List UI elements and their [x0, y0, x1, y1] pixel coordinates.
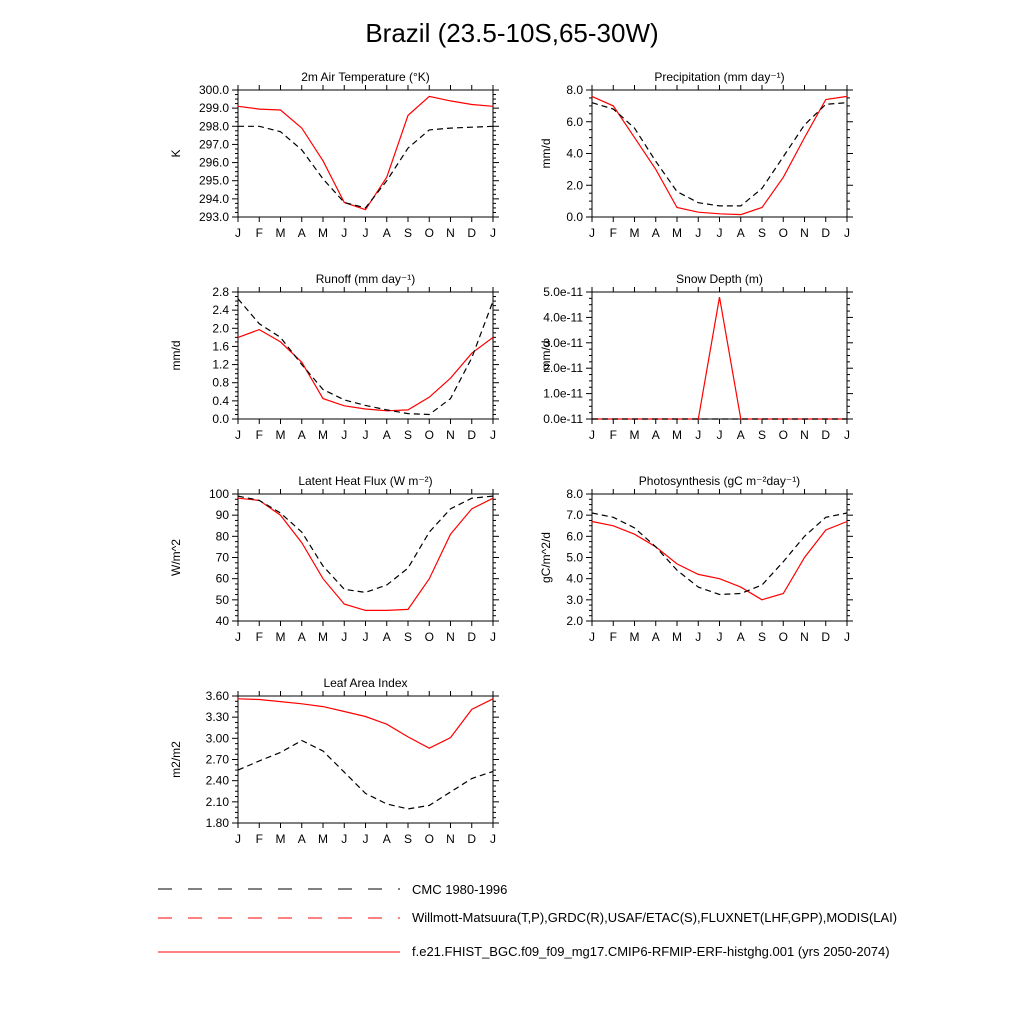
y-tick-label: 2.70 [205, 752, 229, 767]
x-tick-label: J [490, 630, 496, 644]
plot-frame [592, 292, 847, 419]
y-tick-label: 293.0 [198, 210, 229, 224]
x-tick-label: D [467, 428, 477, 442]
panel-title: Snow Depth (m) [676, 272, 763, 286]
x-tick-label: D [821, 428, 831, 442]
x-tick-label: M [275, 428, 286, 442]
y-tick-label: 1.2 [212, 357, 229, 372]
x-tick-label: A [651, 226, 660, 240]
x-tick-label: J [235, 428, 241, 442]
y-tick-label: 1.0e-11 [543, 386, 583, 401]
model-series-line [238, 699, 493, 748]
panel-title: Photosynthesis (gC m⁻²day⁻¹) [638, 474, 801, 488]
panel-title: Runoff (mm day⁻¹) [315, 272, 416, 286]
x-tick-label: D [467, 630, 477, 644]
x-tick-label: M [672, 630, 682, 644]
x-tick-label: F [609, 630, 617, 644]
x-tick-label: A [736, 226, 745, 240]
x-tick-label: O [778, 630, 788, 644]
y-tick-label: 299.0 [198, 101, 229, 116]
x-tick-label: F [255, 226, 263, 240]
y-tick-label: 0.4 [212, 393, 229, 408]
y-tick-label: 8.0 [566, 83, 583, 97]
x-tick-label: M [672, 226, 682, 240]
x-tick-label: J [589, 226, 595, 240]
x-tick-label: A [736, 630, 745, 644]
y-axis-label: mm/d [539, 138, 553, 169]
x-tick-label: A [651, 630, 660, 644]
y-tick-label: 294.0 [198, 191, 229, 206]
x-tick-label: J [341, 630, 348, 644]
x-tick-label: J [716, 428, 723, 442]
x-tick-label: F [609, 428, 617, 442]
plot-frame [238, 90, 493, 217]
x-tick-label: N [446, 226, 455, 240]
y-axis-label: m2/m2 [169, 741, 183, 778]
y-tick-label: 70 [215, 550, 229, 565]
y-tick-label: 297.0 [198, 137, 229, 152]
y-tick-label: 4.0e-11 [543, 310, 583, 325]
y-tick-label: 0.0e-11 [543, 412, 583, 426]
y-tick-label: 1.6 [212, 339, 229, 354]
cmc-series-line [592, 103, 847, 206]
y-axis-label: W/m^2 [169, 539, 183, 576]
x-tick-label: M [275, 832, 286, 846]
x-tick-label: J [490, 226, 496, 240]
legend-label-model: f.e21.FHIST_BGC.f09_f09_mg17.CMIP6-RFMIP-ERF-histghg.001 (yrs 2050-2074) [412, 944, 890, 959]
cmc-series-line [238, 299, 493, 415]
x-tick-label: M [629, 226, 640, 240]
x-tick-label: J [589, 630, 595, 644]
x-tick-label: M [318, 428, 328, 442]
x-tick-label: A [382, 832, 391, 846]
cmc-series-line [238, 126, 493, 208]
y-tick-label: 2.0 [566, 178, 583, 193]
x-tick-label: A [297, 226, 306, 240]
x-tick-label: O [778, 226, 788, 240]
y-tick-label: 298.0 [198, 119, 229, 134]
model-series-line [592, 297, 847, 419]
model-series-line [238, 330, 493, 411]
y-tick-label: 60 [215, 571, 229, 586]
x-tick-label: J [844, 630, 850, 644]
panel-title: 2m Air Temperature (°K) [301, 70, 430, 84]
legend [158, 889, 400, 952]
x-tick-label: F [255, 428, 263, 442]
y-tick-label: 0.8 [212, 375, 229, 390]
y-tick-label: 3.0 [566, 592, 583, 607]
legend-label-cmc: CMC 1980-1996 [412, 882, 508, 897]
y-tick-label: 0.0 [212, 412, 229, 426]
cmc-series-line [238, 741, 493, 809]
x-tick-label: M [629, 630, 640, 644]
y-tick-label: 1.80 [205, 816, 229, 830]
chart-panel-3 [169, 272, 499, 442]
y-tick-label: 2.10 [205, 794, 229, 809]
x-tick-label: A [297, 832, 306, 846]
x-tick-label: A [382, 428, 391, 442]
plot-frame [592, 90, 847, 217]
x-tick-label: S [757, 630, 767, 644]
x-tick-label: M [318, 630, 328, 644]
x-tick-label: N [800, 226, 809, 240]
x-tick-label: J [490, 832, 496, 846]
y-tick-label: 80 [215, 529, 229, 544]
plot-frame [592, 494, 847, 621]
x-tick-label: J [844, 428, 850, 442]
chart-panel-7 [169, 676, 499, 846]
x-tick-label: N [446, 832, 455, 846]
chart-panel-4 [539, 272, 853, 442]
x-tick-label: J [341, 428, 348, 442]
x-tick-label: S [403, 630, 413, 644]
chart-panel-2 [539, 70, 853, 240]
chart-panel-1 [169, 70, 499, 240]
y-tick-label: 6.0 [566, 529, 583, 544]
x-tick-label: A [736, 428, 745, 442]
y-tick-label: 8.0 [566, 487, 583, 501]
panel-title: Latent Heat Flux (W m⁻²) [298, 474, 433, 488]
x-tick-label: F [255, 832, 263, 846]
x-tick-label: O [424, 226, 434, 240]
y-tick-label: 5.0 [566, 550, 583, 565]
x-tick-label: J [341, 832, 348, 846]
y-tick-label: 6.0 [566, 114, 583, 129]
y-tick-label: 2.0 [212, 321, 229, 336]
x-tick-label: J [341, 226, 348, 240]
x-tick-label: J [362, 630, 369, 644]
plot-frame [238, 494, 493, 621]
legend-label-obs: Willmott-Matsuura(T,P),GRDC(R),USAF/ETAC(S),FLUXNET(LHF,GPP),MODIS(LAI) [412, 910, 898, 925]
plot-frame [238, 696, 493, 823]
y-axis-label: K [169, 149, 183, 158]
x-tick-label: N [446, 428, 455, 442]
x-tick-label: J [362, 226, 369, 240]
x-tick-label: J [695, 630, 702, 644]
x-tick-label: F [609, 226, 617, 240]
y-tick-label: 3.0e-11 [543, 335, 583, 350]
x-tick-label: M [318, 226, 328, 240]
x-tick-label: A [297, 428, 306, 442]
x-tick-label: J [716, 226, 723, 240]
x-tick-label: S [403, 226, 413, 240]
y-tick-label: 40 [215, 614, 229, 628]
x-tick-label: O [424, 428, 434, 442]
chart-panel-5 [169, 474, 499, 644]
x-tick-label: F [255, 630, 263, 644]
y-tick-label: 2.4 [212, 303, 229, 318]
x-tick-label: A [382, 630, 391, 644]
x-tick-label: J [716, 630, 723, 644]
y-tick-label: 5.0e-11 [543, 285, 583, 299]
x-tick-label: J [235, 630, 241, 644]
cmc-series-line [238, 496, 493, 592]
x-tick-label: J [235, 832, 241, 846]
y-tick-label: 4.0 [566, 571, 583, 586]
x-tick-label: A [382, 226, 391, 240]
y-tick-label: 3.00 [205, 731, 229, 746]
y-tick-label: 295.0 [198, 173, 229, 188]
model-series-line [592, 96, 847, 214]
x-tick-label: J [695, 428, 702, 442]
y-tick-label: 2.0e-11 [543, 361, 583, 376]
x-tick-label: O [424, 832, 434, 846]
x-tick-label: D [467, 226, 477, 240]
y-tick-label: 50 [215, 592, 229, 607]
x-tick-label: J [844, 226, 850, 240]
x-tick-label: S [403, 832, 413, 846]
y-tick-label: 0.0 [566, 210, 583, 224]
x-tick-label: J [695, 226, 702, 240]
x-tick-label: J [490, 428, 496, 442]
y-axis-label: mm/d [539, 340, 553, 371]
y-tick-label: 4.0 [566, 146, 583, 161]
model-series-line [238, 96, 493, 209]
y-tick-label: 3.60 [205, 689, 229, 703]
x-tick-label: D [467, 832, 477, 846]
y-tick-label: 3.30 [205, 710, 229, 725]
x-tick-label: M [318, 832, 328, 846]
y-axis-label: gC/m^2/d [539, 532, 553, 583]
panel-title: Precipitation (mm day⁻¹) [654, 70, 785, 84]
x-tick-label: D [821, 630, 831, 644]
x-tick-label: D [821, 226, 831, 240]
y-tick-label: 2.0 [566, 614, 583, 628]
plot-frame [238, 292, 493, 419]
y-tick-label: 90 [215, 508, 229, 523]
x-tick-label: O [424, 630, 434, 644]
y-axis-label: mm/d [169, 340, 183, 371]
y-tick-label: 7.0 [566, 508, 583, 523]
x-tick-label: J [589, 428, 595, 442]
chart-panel-6 [539, 474, 853, 644]
y-tick-label: 2.40 [205, 773, 229, 788]
figure-title: Brazil (23.5-10S,65-30W) [365, 18, 659, 48]
x-tick-label: M [275, 226, 286, 240]
y-tick-label: 296.0 [198, 155, 229, 170]
y-tick-label: 300.0 [198, 83, 229, 97]
y-tick-label: 100 [208, 487, 229, 501]
y-tick-label: 2.8 [212, 285, 229, 299]
x-tick-label: N [800, 428, 809, 442]
x-tick-label: O [778, 428, 788, 442]
x-tick-label: S [403, 428, 413, 442]
x-tick-label: J [362, 428, 369, 442]
x-tick-label: S [757, 428, 767, 442]
cmc-series-line [592, 513, 847, 595]
x-tick-label: A [297, 630, 306, 644]
x-tick-label: M [672, 428, 682, 442]
x-tick-label: S [757, 226, 767, 240]
model-series-line [592, 522, 847, 600]
x-tick-label: N [446, 630, 455, 644]
x-tick-label: A [651, 428, 660, 442]
x-tick-label: M [629, 428, 640, 442]
x-tick-label: J [235, 226, 241, 240]
model-series-line [238, 498, 493, 610]
x-tick-label: J [362, 832, 369, 846]
x-tick-label: M [275, 630, 286, 644]
panel-title: Leaf Area Index [323, 676, 408, 690]
x-tick-label: N [800, 630, 809, 644]
